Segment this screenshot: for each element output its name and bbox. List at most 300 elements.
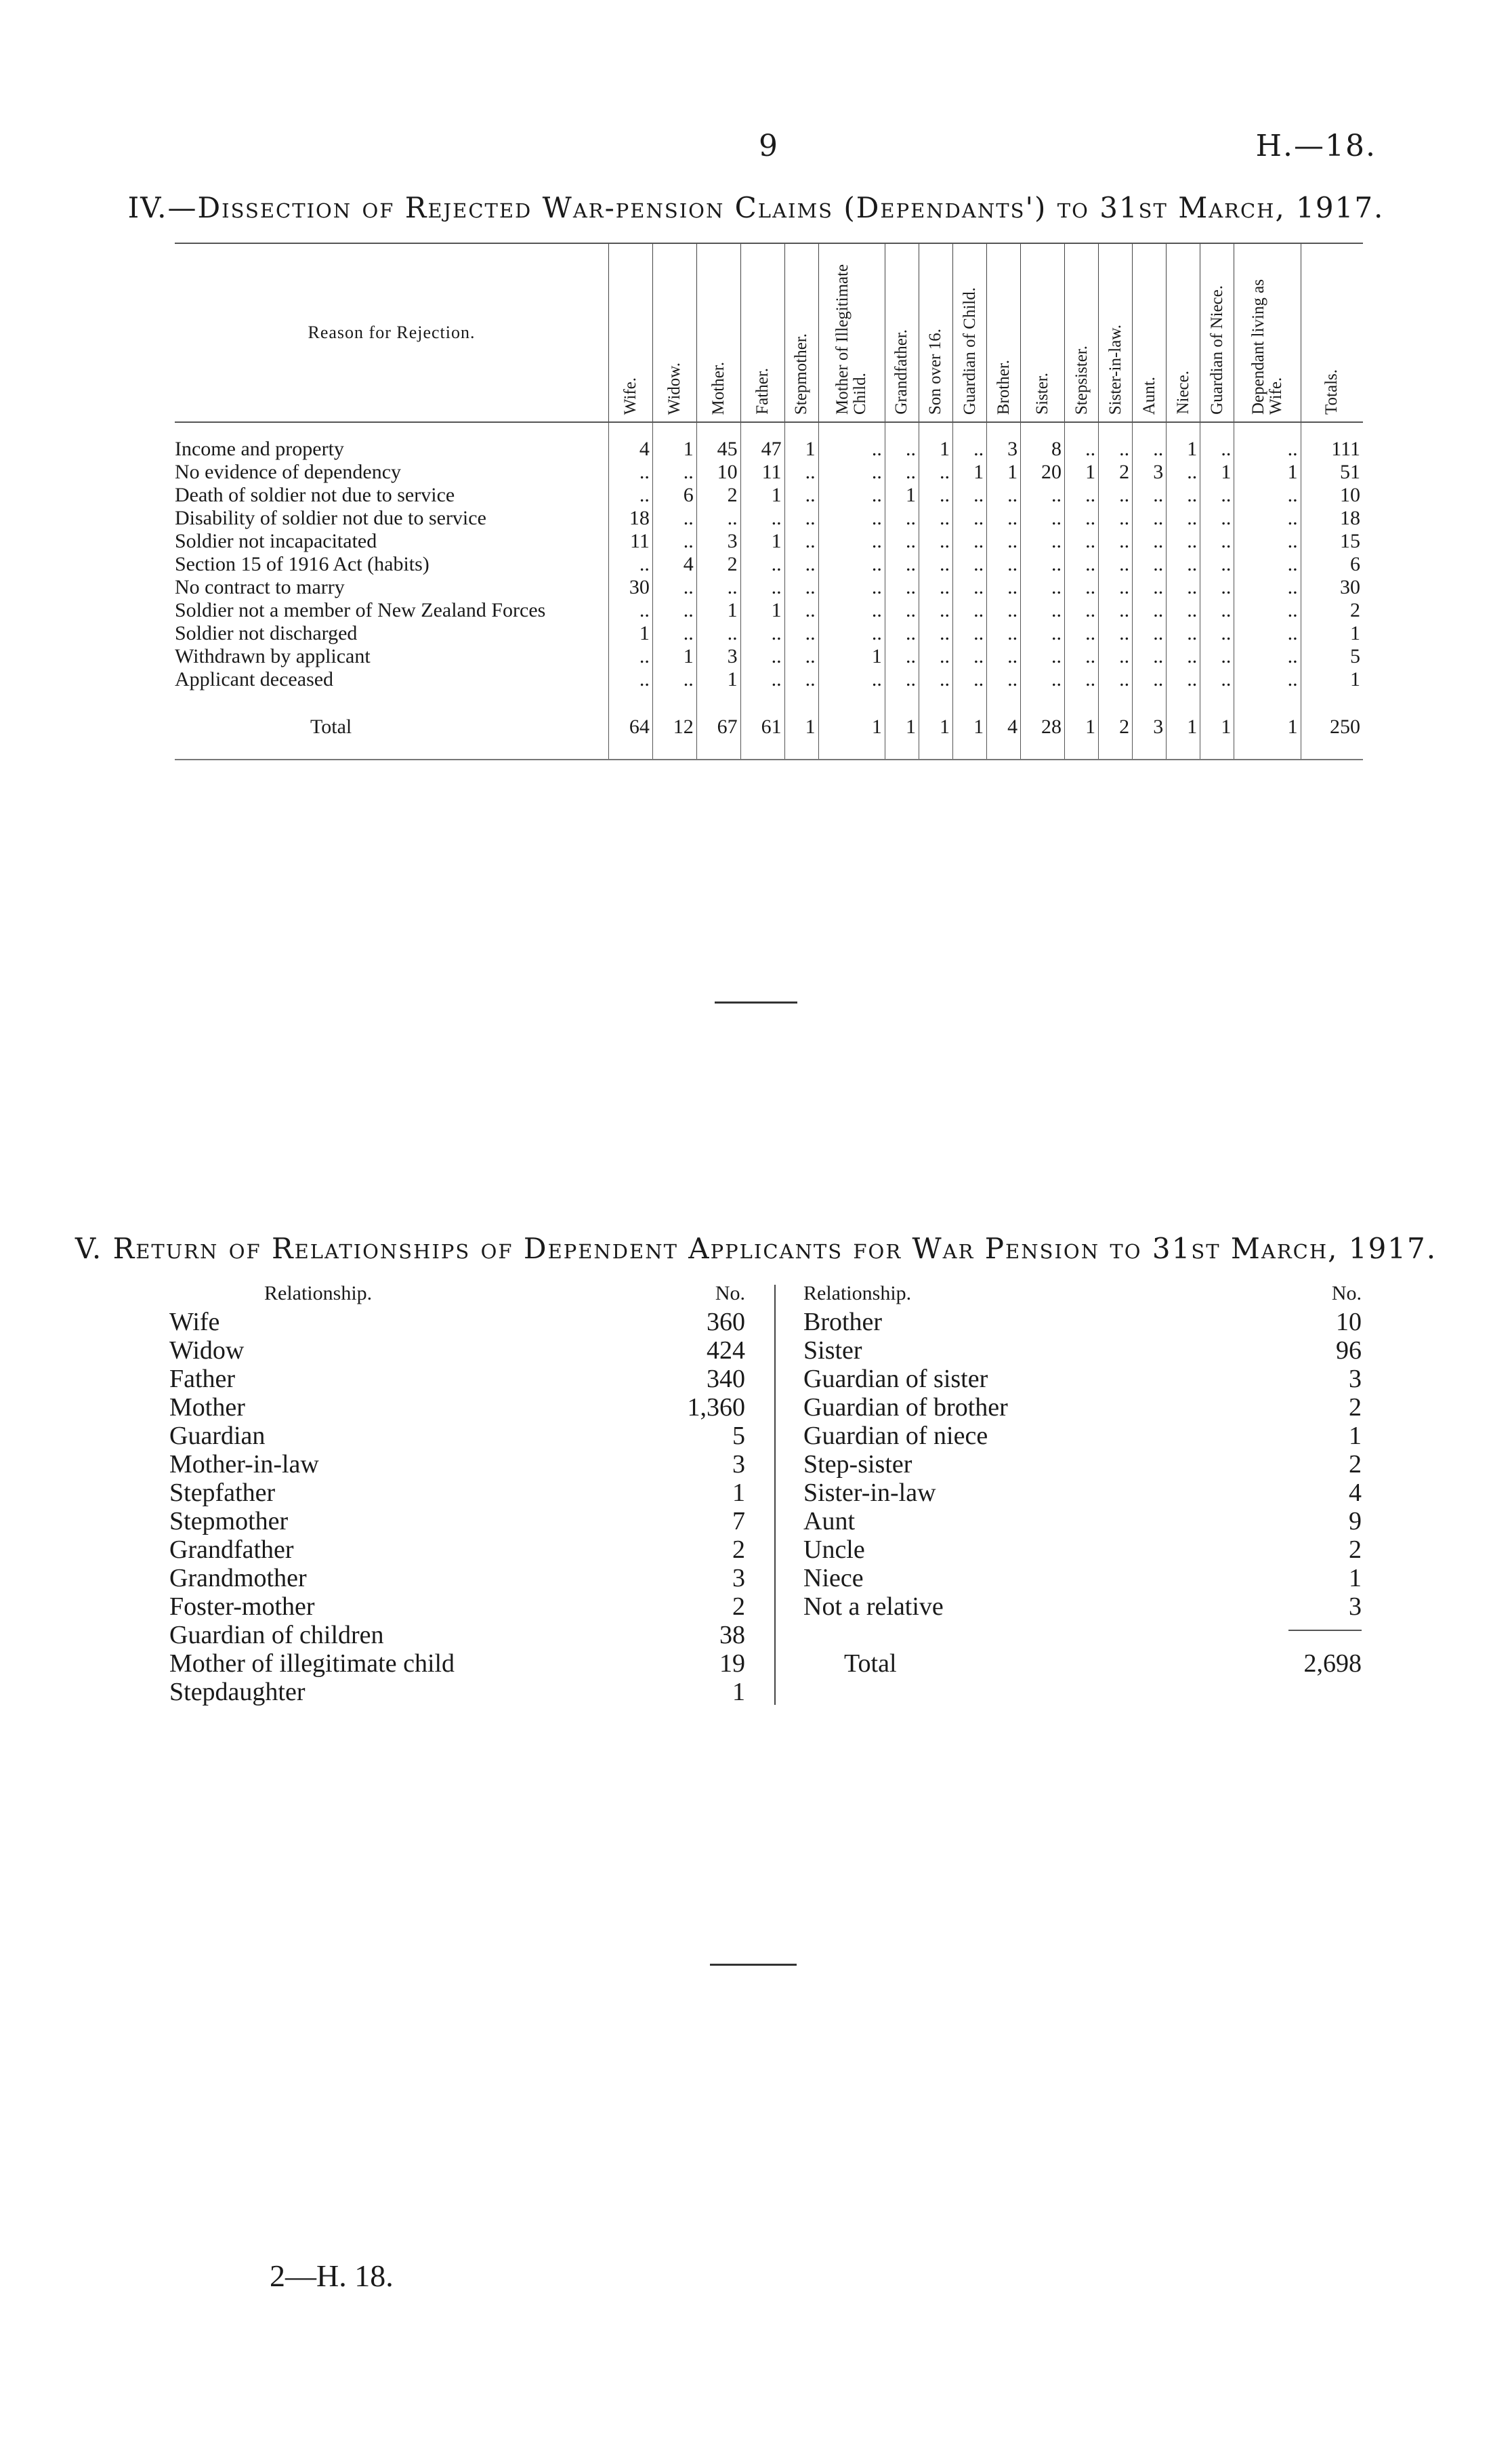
table-cell: 30 (1301, 576, 1363, 599)
table-cell: 2 (696, 484, 740, 507)
column-header-label: Widow. (665, 362, 684, 415)
table-cell: .. (1099, 622, 1133, 645)
table-cell: .. (784, 461, 818, 484)
table-cell: 3 (696, 645, 740, 668)
table-cell: 4 (652, 553, 696, 576)
table-row (175, 507, 1363, 530)
table-cell: .. (1200, 507, 1234, 530)
table-cell: .. (1099, 422, 1133, 461)
reason-cell (175, 484, 609, 507)
table-cell: .. (784, 553, 818, 576)
table-cell: 1 (1200, 461, 1234, 484)
reason-label: Soldier not a member of New Zealand Forces (175, 599, 546, 621)
table-cell: .. (885, 530, 919, 553)
table-cell: .. (987, 576, 1021, 599)
relationship-count: 3 (1349, 1365, 1362, 1393)
table-cell: .. (1200, 668, 1234, 706)
total-cell: 1 (885, 706, 919, 760)
reason-label: Income and property (175, 438, 344, 460)
column-header-label: Mother of Illegitimate Child. (833, 264, 870, 415)
table-cell: .. (885, 645, 919, 668)
table-cell: .. (1021, 645, 1065, 668)
relationship-label: Stepdaughter (169, 1678, 306, 1706)
total-cell: 250 (1301, 706, 1363, 760)
relationship-count: 2 (1349, 1450, 1362, 1479)
table-cell: .. (818, 576, 885, 599)
table-cell: .. (652, 461, 696, 484)
relationship-label: Guardian of sister (803, 1365, 988, 1393)
table-cell: .. (652, 622, 696, 645)
table-cell: .. (1065, 422, 1099, 461)
table-cell: 1 (1301, 668, 1363, 706)
table-cell: .. (987, 484, 1021, 507)
total-cell: 3 (1133, 706, 1167, 760)
list-item (169, 1592, 745, 1621)
table-cell: .. (953, 622, 987, 645)
table-cell: 6 (652, 484, 696, 507)
column-header-label: Dependant living as Wife. (1248, 279, 1285, 415)
relationship-count: 340 (707, 1365, 745, 1393)
relationship-label: Wife (169, 1308, 220, 1336)
relationship-label: Uncle (803, 1535, 865, 1564)
table-cell: .. (818, 530, 885, 553)
column-header (740, 243, 784, 422)
section-divider (710, 1964, 797, 1966)
table-cell: .. (1065, 484, 1099, 507)
list-item (803, 1450, 1362, 1479)
table-cell: .. (885, 622, 919, 645)
list-item (803, 1422, 1362, 1450)
column-divider (774, 1285, 776, 1705)
column-header-label: Guardian of Child. (960, 287, 979, 415)
list-item (803, 1365, 1362, 1393)
table-cell: .. (1021, 553, 1065, 576)
reason-cell (175, 622, 609, 645)
table-cell: .. (1167, 668, 1200, 706)
total-cell: 28 (1021, 706, 1065, 760)
table-cell: .. (885, 422, 919, 461)
table-cell: .. (885, 576, 919, 599)
column-header (1065, 243, 1099, 422)
table-cell: .. (1099, 507, 1133, 530)
right-column-header (803, 1279, 1362, 1308)
list-item (803, 1592, 1362, 1621)
total-rule (1288, 1630, 1362, 1631)
total-cell: 12 (652, 706, 696, 760)
table-cell: .. (1133, 645, 1167, 668)
column-header-label: Niece. (1173, 371, 1192, 415)
relationship-label: Guardian of niece (803, 1422, 988, 1450)
table-cell: .. (885, 461, 919, 484)
table-cell: .. (1133, 484, 1167, 507)
table-cell: .. (885, 668, 919, 706)
column-header-label: Grandfather. (892, 329, 911, 415)
table-cell: 1 (740, 599, 784, 622)
relationship-count: 360 (707, 1308, 745, 1336)
table-cell: .. (1167, 576, 1200, 599)
table-row (175, 599, 1363, 622)
table-cell: 18 (1301, 507, 1363, 530)
table-row (175, 576, 1363, 599)
relationship-label: Aunt (803, 1507, 855, 1535)
page-footer: 2—H. 18. (270, 2258, 394, 2293)
relationship-header: Relationship. (803, 1282, 912, 1304)
reason-label: No evidence of dependency (175, 461, 402, 483)
table-cell: .. (1234, 553, 1301, 576)
table-cell: .. (919, 553, 952, 576)
table-cell: .. (784, 668, 818, 706)
column-header (987, 243, 1021, 422)
column-header (784, 243, 818, 422)
table-cell: .. (652, 599, 696, 622)
total-cell: 64 (609, 706, 653, 760)
list-item (169, 1308, 745, 1336)
reason-label: Death of soldier not due to service (175, 484, 455, 506)
relationship-label: Widow (169, 1336, 245, 1365)
relationship-count: 3 (732, 1564, 745, 1592)
reason-cell (175, 553, 609, 576)
table-row (175, 461, 1363, 484)
table-cell: .. (953, 530, 987, 553)
list-item (803, 1336, 1362, 1365)
relationship-count: 3 (732, 1450, 745, 1479)
relationship-label: Niece (803, 1564, 864, 1592)
table-cell: .. (885, 553, 919, 576)
total-cell: 67 (696, 706, 740, 760)
relationship-label: Mother (169, 1393, 245, 1422)
column-header (696, 243, 740, 422)
total-row (175, 706, 1363, 760)
reason-cell (175, 576, 609, 599)
relationship-label: Sister (803, 1336, 862, 1365)
relationship-count: 5 (732, 1422, 745, 1450)
table-cell: .. (919, 461, 952, 484)
table-cell: 1 (1065, 461, 1099, 484)
column-header (953, 243, 987, 422)
table-cell: .. (1021, 668, 1065, 706)
table-cell: 1 (885, 484, 919, 507)
total-row (803, 1649, 1362, 1678)
total-cell: 1 (919, 706, 952, 760)
relationship-count: 10 (1336, 1308, 1362, 1336)
column-header (919, 243, 952, 422)
document-reference: H.—18. (1255, 129, 1377, 163)
relationship-count: 1,360 (687, 1393, 745, 1422)
table-cell: .. (1234, 507, 1301, 530)
table-cell: .. (953, 599, 987, 622)
table-cell: .. (1234, 530, 1301, 553)
column-header-label: Wife. (621, 377, 639, 415)
column-header (609, 243, 653, 422)
column-header-label: Brother. (994, 359, 1013, 415)
table-cell: .. (818, 599, 885, 622)
relationship-label: Stepmother (169, 1507, 289, 1535)
table-cell: .. (784, 576, 818, 599)
table-cell: .. (953, 668, 987, 706)
table-cell: 45 (696, 422, 740, 461)
table-cell: .. (1234, 484, 1301, 507)
list-item (169, 1649, 745, 1678)
table-cell: .. (1167, 599, 1200, 622)
table-cell: 1 (987, 461, 1021, 484)
table-cell: 18 (609, 507, 653, 530)
table-cell: .. (1021, 576, 1065, 599)
total-label: Total (175, 706, 609, 760)
table-cell: .. (987, 507, 1021, 530)
column-header-label: Son over 16. (926, 328, 945, 415)
table-cell: 111 (1301, 422, 1363, 461)
table-cell: .. (987, 530, 1021, 553)
table-cell: .. (1234, 576, 1301, 599)
table-cell: .. (1234, 668, 1301, 706)
table-cell: .. (1234, 422, 1301, 461)
table-cell: .. (919, 645, 952, 668)
table-cell: .. (1133, 622, 1167, 645)
column-header-label: Mother. (709, 361, 728, 415)
table-cell: 2 (1301, 599, 1363, 622)
total-cell: 2 (1099, 706, 1133, 760)
table-cell: .. (1065, 553, 1099, 576)
list-item (169, 1507, 745, 1535)
table-row (175, 622, 1363, 645)
table-cell: .. (1133, 507, 1167, 530)
column-header-label: Sister-in-law. (1106, 324, 1125, 415)
relationship-count: 1 (1349, 1422, 1362, 1450)
relationship-count: 4 (1349, 1479, 1362, 1507)
table-cell: .. (1099, 484, 1133, 507)
table-row (175, 484, 1363, 507)
left-column-header (169, 1279, 745, 1308)
list-item (169, 1535, 745, 1564)
relationship-count: 19 (719, 1649, 745, 1678)
table-cell: .. (1200, 553, 1234, 576)
column-header (818, 243, 885, 422)
table-cell: 4 (609, 422, 653, 461)
table-cell: .. (784, 530, 818, 553)
list-item (169, 1621, 745, 1649)
table-cell: .. (1021, 484, 1065, 507)
reason-cell (175, 507, 609, 530)
table-cell: .. (987, 668, 1021, 706)
reason-cell (175, 530, 609, 553)
relationship-label: Brother (803, 1308, 883, 1336)
reason-label: Applicant deceased (175, 668, 334, 690)
total-cell: 1 (1200, 706, 1234, 760)
relationship-label: Step-sister (803, 1450, 912, 1479)
table-cell: 11 (740, 461, 784, 484)
list-item (169, 1336, 745, 1365)
relationship-count: 7 (732, 1507, 745, 1535)
table-v-title: V. Return of Relationships of Dependent Applicants for War Pension to 31st March, 1917. (75, 1232, 1437, 1265)
table-cell: 20 (1021, 461, 1065, 484)
list-item (169, 1422, 745, 1450)
table-cell: .. (696, 622, 740, 645)
table-cell: 1 (818, 645, 885, 668)
relationship-count: 1 (732, 1479, 745, 1507)
list-item (803, 1393, 1362, 1422)
section-divider (715, 1002, 797, 1004)
table-cell: .. (885, 507, 919, 530)
table-cell: 1 (696, 599, 740, 622)
list-item (169, 1365, 745, 1393)
table-cell: .. (1065, 622, 1099, 645)
reason-label: Soldier not incapacitated (175, 530, 377, 552)
table-cell: .. (885, 599, 919, 622)
table-cell: 11 (609, 530, 653, 553)
table-cell: 1 (919, 422, 952, 461)
relationship-label: Sister-in-law (803, 1479, 936, 1507)
table-cell: 2 (696, 553, 740, 576)
table-row (175, 668, 1363, 706)
table-cell: .. (1200, 599, 1234, 622)
table-cell: 1 (740, 484, 784, 507)
table-row (175, 553, 1363, 576)
relationship-count: 3 (1349, 1592, 1362, 1621)
table-cell: .. (1099, 645, 1133, 668)
table-cell: .. (1133, 668, 1167, 706)
list-item (169, 1678, 745, 1706)
table-cell: 15 (1301, 530, 1363, 553)
table-cell: .. (652, 576, 696, 599)
relationship-label: Father (169, 1365, 236, 1393)
relationships-right-column (803, 1279, 1362, 1678)
table-cell: .. (987, 599, 1021, 622)
reason-label: Disability of soldier not due to service (175, 507, 486, 529)
total-cell: 61 (740, 706, 784, 760)
relationship-count: 1 (1349, 1564, 1362, 1592)
list-item (169, 1450, 745, 1479)
table-cell: 1 (652, 422, 696, 461)
relationship-count: 2 (732, 1535, 745, 1564)
table-cell: .. (1200, 530, 1234, 553)
relationships-left-column (169, 1279, 745, 1706)
table-cell: .. (1234, 622, 1301, 645)
column-header (1234, 243, 1301, 422)
relationship-count: 1 (732, 1678, 745, 1706)
table-cell: .. (1065, 645, 1099, 668)
table-iv-title: IV.—Dissection of Rejected War-pension Claims (Dependants') to 31st March, 1917. (127, 191, 1385, 224)
relationship-label: Grandfather (169, 1535, 294, 1564)
table-cell: 47 (740, 422, 784, 461)
list-item (169, 1479, 745, 1507)
table-cell: .. (1065, 668, 1099, 706)
table-cell: 30 (609, 576, 653, 599)
table-cell: .. (1167, 530, 1200, 553)
table-cell: .. (1200, 622, 1234, 645)
table-cell: 1 (652, 645, 696, 668)
table-cell: .. (1065, 599, 1099, 622)
total-cell: 1 (1065, 706, 1099, 760)
table-row (175, 530, 1363, 553)
table-cell: .. (818, 484, 885, 507)
table-cell: .. (818, 422, 885, 461)
table-cell: .. (1167, 484, 1200, 507)
column-header-label: Sister. (1033, 373, 1052, 415)
table-cell: 1 (1301, 622, 1363, 645)
table-cell: 2 (1099, 461, 1133, 484)
table-cell: .. (1099, 668, 1133, 706)
table-cell: .. (1133, 553, 1167, 576)
reason-label: Soldier not discharged (175, 622, 358, 644)
page-number: 9 (759, 129, 778, 163)
table-cell: .. (740, 576, 784, 599)
number-header: No. (1331, 1282, 1362, 1304)
table-cell: .. (652, 507, 696, 530)
table-cell: 10 (1301, 484, 1363, 507)
table-cell: .. (609, 484, 653, 507)
relationship-label: Guardian of brother (803, 1393, 1008, 1422)
column-header-label: Stepmother. (792, 333, 811, 415)
table-cell: .. (919, 599, 952, 622)
table-cell: 1 (1167, 422, 1200, 461)
table-cell: 3 (1133, 461, 1167, 484)
table-cell: .. (987, 553, 1021, 576)
table-cell: .. (919, 668, 952, 706)
table-cell: 1 (696, 668, 740, 706)
table-cell: .. (1133, 422, 1167, 461)
table-cell: .. (740, 668, 784, 706)
table-cell: .. (953, 484, 987, 507)
table-cell: .. (953, 553, 987, 576)
list-item (803, 1507, 1362, 1535)
total-value: 2,698 (1303, 1649, 1362, 1678)
table-cell: .. (740, 622, 784, 645)
table-cell: .. (1099, 553, 1133, 576)
table-cell: .. (818, 507, 885, 530)
table-cell: .. (953, 507, 987, 530)
table-cell: .. (1065, 576, 1099, 599)
table-cell: .. (987, 645, 1021, 668)
table-cell: .. (1234, 645, 1301, 668)
column-header-label: Aunt. (1139, 376, 1158, 415)
table-cell: .. (784, 622, 818, 645)
table-cell: 1 (740, 530, 784, 553)
table-cell: .. (1167, 622, 1200, 645)
list-item (803, 1308, 1362, 1336)
relationship-count: 2 (732, 1592, 745, 1621)
table-cell: .. (696, 576, 740, 599)
column-header (885, 243, 919, 422)
table-row (175, 645, 1363, 668)
relationship-count: 38 (719, 1621, 745, 1649)
table-cell: .. (784, 507, 818, 530)
reason-cell (175, 645, 609, 668)
total-label: Total (844, 1649, 897, 1678)
relationship-label: Mother-in-law (169, 1450, 319, 1479)
table-cell: .. (1200, 645, 1234, 668)
list-item (803, 1535, 1362, 1564)
column-header (1301, 243, 1363, 422)
table-cell: .. (652, 530, 696, 553)
table-cell: 8 (1021, 422, 1065, 461)
relationship-label: Grandmother (169, 1564, 307, 1592)
table-cell: .. (1099, 530, 1133, 553)
table-cell: .. (609, 599, 653, 622)
table-cell: .. (740, 507, 784, 530)
table-cell: 1 (784, 422, 818, 461)
table-cell: .. (784, 645, 818, 668)
relationship-count: 96 (1336, 1336, 1362, 1365)
table-cell: .. (953, 645, 987, 668)
table-cell: .. (818, 553, 885, 576)
column-header (1200, 243, 1234, 422)
rejected-claims-table (175, 243, 1363, 760)
table-cell: .. (609, 645, 653, 668)
table-cell: .. (740, 553, 784, 576)
column-header (1167, 243, 1200, 422)
total-cell: 1 (784, 706, 818, 760)
table-cell: .. (919, 507, 952, 530)
